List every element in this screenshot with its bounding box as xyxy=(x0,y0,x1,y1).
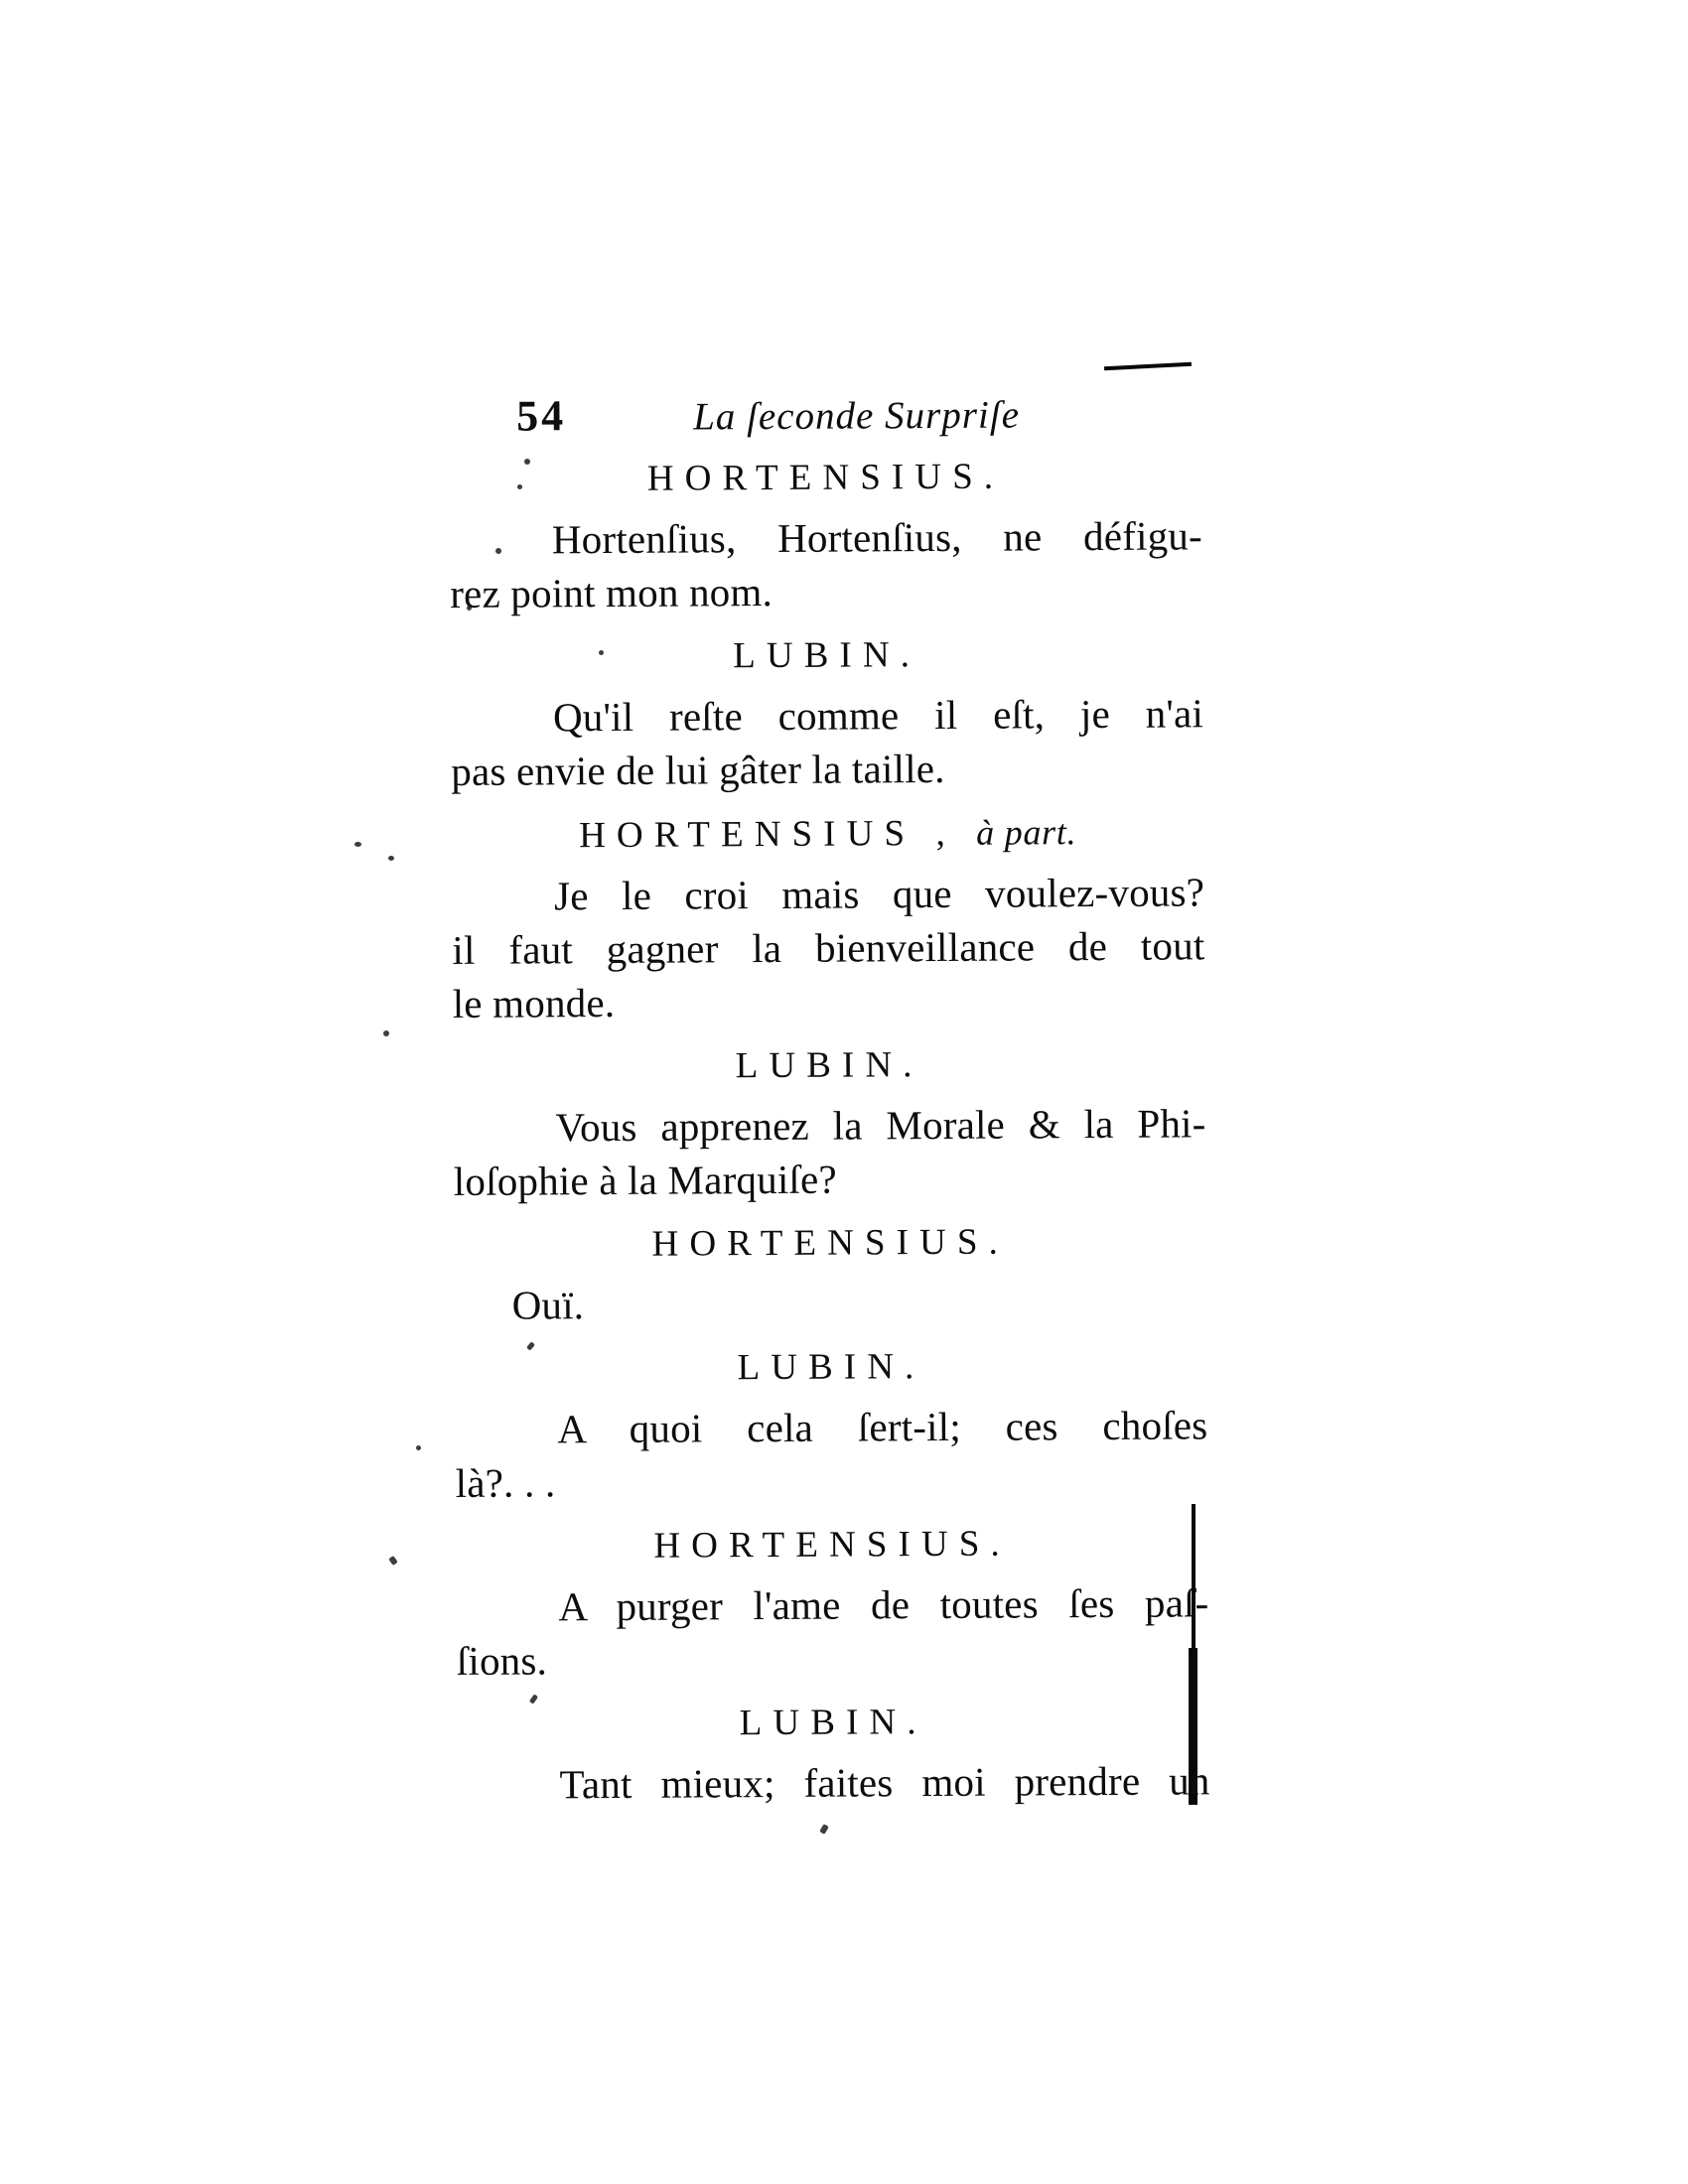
dialogue-line: Hortenſius, Hortenſius, ne défigu- xyxy=(551,512,1203,563)
dialogue-line: le monde. xyxy=(452,979,616,1026)
speech-block xyxy=(455,1342,1208,1510)
dialogue-line: Ouï. xyxy=(511,1282,585,1328)
speech-block xyxy=(456,1520,1209,1688)
dialogue-line: Qu'il reſte comme il eſt, je n'ai xyxy=(552,690,1204,741)
ink-speck xyxy=(383,1030,389,1036)
speech-block xyxy=(453,1040,1206,1208)
scan-artifact-line xyxy=(1104,362,1192,371)
page-number: 54 xyxy=(515,391,567,441)
dialogue-line: A quoi cela ſert-il; ces choſes xyxy=(557,1402,1208,1452)
speaker-name: HORTENSIUS , xyxy=(579,812,956,857)
speech-block xyxy=(450,630,1203,798)
speaker-name: LUBIN. xyxy=(737,1346,925,1389)
ink-speck xyxy=(388,1556,398,1566)
speaker-heading xyxy=(453,1040,1205,1091)
dialogue-line: rez point mon nom. xyxy=(450,569,774,616)
speaker-heading xyxy=(449,453,1201,503)
dialogue-line: il faut gagner la bienveillance de tout xyxy=(452,922,1205,973)
stage-direction: à part. xyxy=(976,812,1077,853)
dialogue-line: Je le croi mais que voulez-vous? xyxy=(553,869,1205,919)
speaker-name: LUBIN. xyxy=(733,634,921,677)
ink-speck xyxy=(416,1445,421,1450)
speaker-heading xyxy=(450,630,1202,681)
speaker-name: HORTENSIUS. xyxy=(651,1221,1010,1265)
dialogue-line: ſions. xyxy=(456,1637,548,1684)
dialogue-line: Tant mieux; faites moi prendre un xyxy=(559,1757,1210,1808)
speaker-name: HORTENSIUS. xyxy=(646,456,1005,499)
dialogue-line: A purger l'ame de toutes ſes paſ- xyxy=(558,1579,1209,1630)
speaker-name: LUBIN. xyxy=(739,1702,927,1744)
ink-speck xyxy=(388,856,394,861)
speech-block xyxy=(449,453,1202,620)
dialogue-line: loſophie à la Marquiſe? xyxy=(453,1156,837,1204)
speaker-name: LUBIN. xyxy=(735,1044,923,1087)
speaker-heading xyxy=(454,1218,1206,1269)
page-header xyxy=(449,388,1201,443)
speech-block xyxy=(457,1698,1210,1812)
speaker-heading xyxy=(452,808,1204,860)
ink-speck xyxy=(354,842,361,847)
speaker-heading xyxy=(457,1698,1209,1748)
ink-speck xyxy=(819,1824,829,1835)
speech-block xyxy=(454,1218,1207,1332)
dialogue-line: Vous apprenez la Morale & la Phi- xyxy=(555,1100,1206,1151)
running-title: La ſeconde Surpriſe xyxy=(693,393,1021,439)
speaker-heading xyxy=(456,1520,1208,1570)
dialogue-line: là?. . . xyxy=(455,1459,556,1506)
speaker-heading xyxy=(455,1342,1207,1393)
speaker-name: HORTENSIUS. xyxy=(653,1523,1011,1567)
text-column xyxy=(449,388,1210,1812)
dialogue-line: pas envie de lui gâter la taille. xyxy=(451,745,945,794)
speech-block xyxy=(452,808,1205,1030)
